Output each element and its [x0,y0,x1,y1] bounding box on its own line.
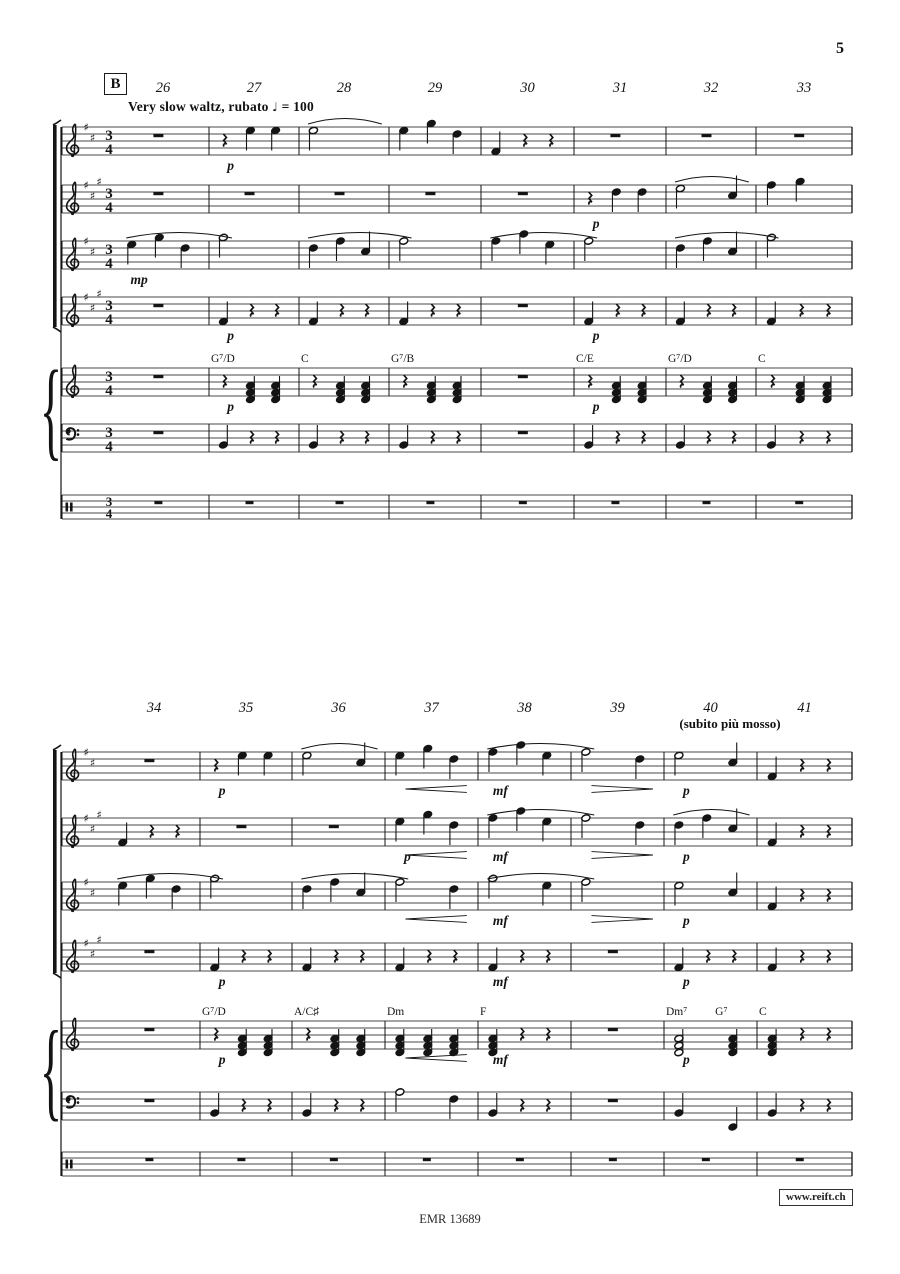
staff-wind-2-system-2 [62,807,852,864]
staff-piano-lh-system-1 [62,424,852,455]
key-signature-sharp: ♯ [83,178,89,192]
measure-number: 32 [703,80,719,96]
chord-symbol: G⁷/D [668,353,692,365]
staff-piano-rh-system-2 [62,1018,852,1067]
dynamic-marking: p [218,974,226,989]
treble-clef-icon [67,182,79,215]
wind-section-bracket [53,125,57,327]
time-signature-denominator: 4 [105,439,113,455]
dynamic-marking: p [403,849,411,864]
chord-symbol: C [758,353,766,365]
measure-number: 31 [612,80,628,96]
dynamic-marking: p [227,328,234,343]
time-signature-numerator: 3 [105,425,113,441]
key-signature-sharp: ♯ [96,175,102,189]
measure-number: 28 [336,80,352,96]
staff-piano-rh-system-1 [62,365,852,414]
chord-symbol: G⁷ [715,1006,728,1018]
measure-number: 38 [517,700,532,716]
key-signature-sharp: ♯ [83,811,89,825]
measure-number: 39 [610,700,625,716]
dynamic-marking: p [218,783,226,798]
dynamic-marking: mp [130,272,148,287]
time-signature-numerator: 3 [105,128,113,144]
staff-wind-4-system-1 [62,287,852,343]
key-signature-sharp: ♯ [83,936,89,950]
measure-number: 35 [238,700,254,716]
staff-wind-3-system-1 [62,230,852,287]
dynamic-marking: mf [492,1052,508,1067]
tempo-value: = 100 [281,99,314,114]
dynamic-marking: p [682,913,690,928]
treble-clef-icon [67,1018,79,1051]
key-signature-sharp: ♯ [89,756,96,770]
chord-symbol: G⁷/B [391,353,415,365]
chord-symbol: Dm [387,1006,405,1018]
time-signature-denominator: 4 [105,142,113,158]
measure-number: 36 [331,700,346,716]
treble-clef-icon [67,294,79,327]
key-signature-sharp: ♯ [89,822,96,836]
dynamic-marking: mf [492,783,508,798]
dynamic-marking: mf [492,913,508,928]
dynamic-marking: mf [492,849,508,864]
treble-clef-icon [67,238,79,271]
key-signature-sharp: ♯ [96,933,102,947]
measure-number: 27 [246,80,262,96]
chord-symbol: C [301,353,309,365]
dynamic-marking: p [682,783,690,798]
piano-brace: { [39,1009,63,1132]
dynamic-marking: p [592,216,600,231]
key-signature-sharp: ♯ [96,808,102,822]
measure-number: 34 [146,700,162,716]
treble-clef-icon [67,879,79,912]
quarter-note-icon: ♩ [272,100,279,114]
dynamic-marking: p [682,974,690,989]
key-signature-sharp: ♯ [89,131,96,145]
staff-wind-3-system-2 [62,873,852,929]
measure-number: 26 [155,80,171,96]
measure-number: 30 [520,80,535,96]
staff-percussion-system-2 [62,1152,852,1176]
chord-symbol: C/E [576,353,594,365]
key-signature-sharp: ♯ [89,189,96,203]
staff-wind-1-system-2 [62,741,852,798]
staff-piano-lh-system-2 [62,1088,852,1131]
publisher-website-badge: www.reift.ch [779,1189,853,1206]
key-signature-sharp: ♯ [83,875,89,889]
piano-brace: { [39,349,63,471]
treble-clef-icon [67,940,79,973]
time-signature-denominator: 4 [105,256,113,272]
chord-symbol: F [480,1006,487,1018]
tempo-text: Very slow waltz, rubato [128,99,269,114]
time-signature-denominator: 4 [105,200,113,216]
treble-clef-icon [67,124,79,157]
time-signature-numerator: 3 [105,369,113,385]
chord-symbol: A/C♯ [294,1006,319,1018]
music-system-2 [40,700,852,1176]
measure-number: 29 [427,80,443,96]
dynamic-marking: p [218,1052,226,1067]
time-signature-numerator: 3 [105,298,113,314]
treble-clef-icon [67,749,79,782]
catalog-number: EMR 13689 [419,1212,481,1226]
rehearsal-mark: B [104,73,127,95]
dynamic-marking: p [682,1052,690,1067]
measure-number: 33 [796,80,812,96]
key-signature-sharp: ♯ [89,245,96,259]
measure-number: 41 [797,700,812,716]
key-signature-sharp: ♯ [89,947,96,961]
key-signature-sharp: ♯ [89,886,96,900]
key-signature-sharp: ♯ [83,290,89,304]
key-signature-sharp: ♯ [83,120,89,134]
treble-clef-icon [67,815,79,848]
time-signature-denominator: 4 [105,506,113,521]
time-signature-numerator: 3 [105,242,113,258]
staff-wind-2-system-1 [62,175,852,231]
wind-section-bracket [53,750,57,973]
staff-wind-4-system-2 [62,933,852,989]
treble-clef-icon [67,365,79,398]
dynamic-marking: mf [492,974,508,989]
page-number: 5 [836,40,844,57]
chord-symbol: G⁷/D [211,353,235,365]
dynamic-marking: p [682,849,690,864]
measure-number: 37 [424,700,439,716]
music-system-1 [40,80,852,521]
chord-symbol: Dm⁷ [666,1006,688,1018]
key-signature-sharp: ♯ [89,301,96,315]
staff-percussion-system-1 [62,494,852,521]
dynamic-marking: p [227,158,234,173]
subito-piu-mosso-annotation: (subito più mosso) [679,716,781,731]
staff-wind-1-system-1 [62,119,852,174]
time-signature-numerator: 3 [105,494,113,509]
dynamic-marking: p [227,399,234,414]
time-signature-numerator: 3 [105,186,113,202]
dynamic-marking: p [592,399,600,414]
tempo-marking [128,99,314,115]
key-signature-sharp: ♯ [96,287,102,301]
time-signature-denominator: 4 [105,383,113,399]
time-signature-denominator: 4 [105,312,113,328]
chord-symbol: C [759,1006,767,1018]
dynamic-marking: p [592,328,600,343]
measure-number: 40 [703,700,718,716]
key-signature-sharp: ♯ [83,745,89,759]
key-signature-sharp: ♯ [83,234,89,248]
chord-symbol: G⁷/D [202,1006,226,1018]
